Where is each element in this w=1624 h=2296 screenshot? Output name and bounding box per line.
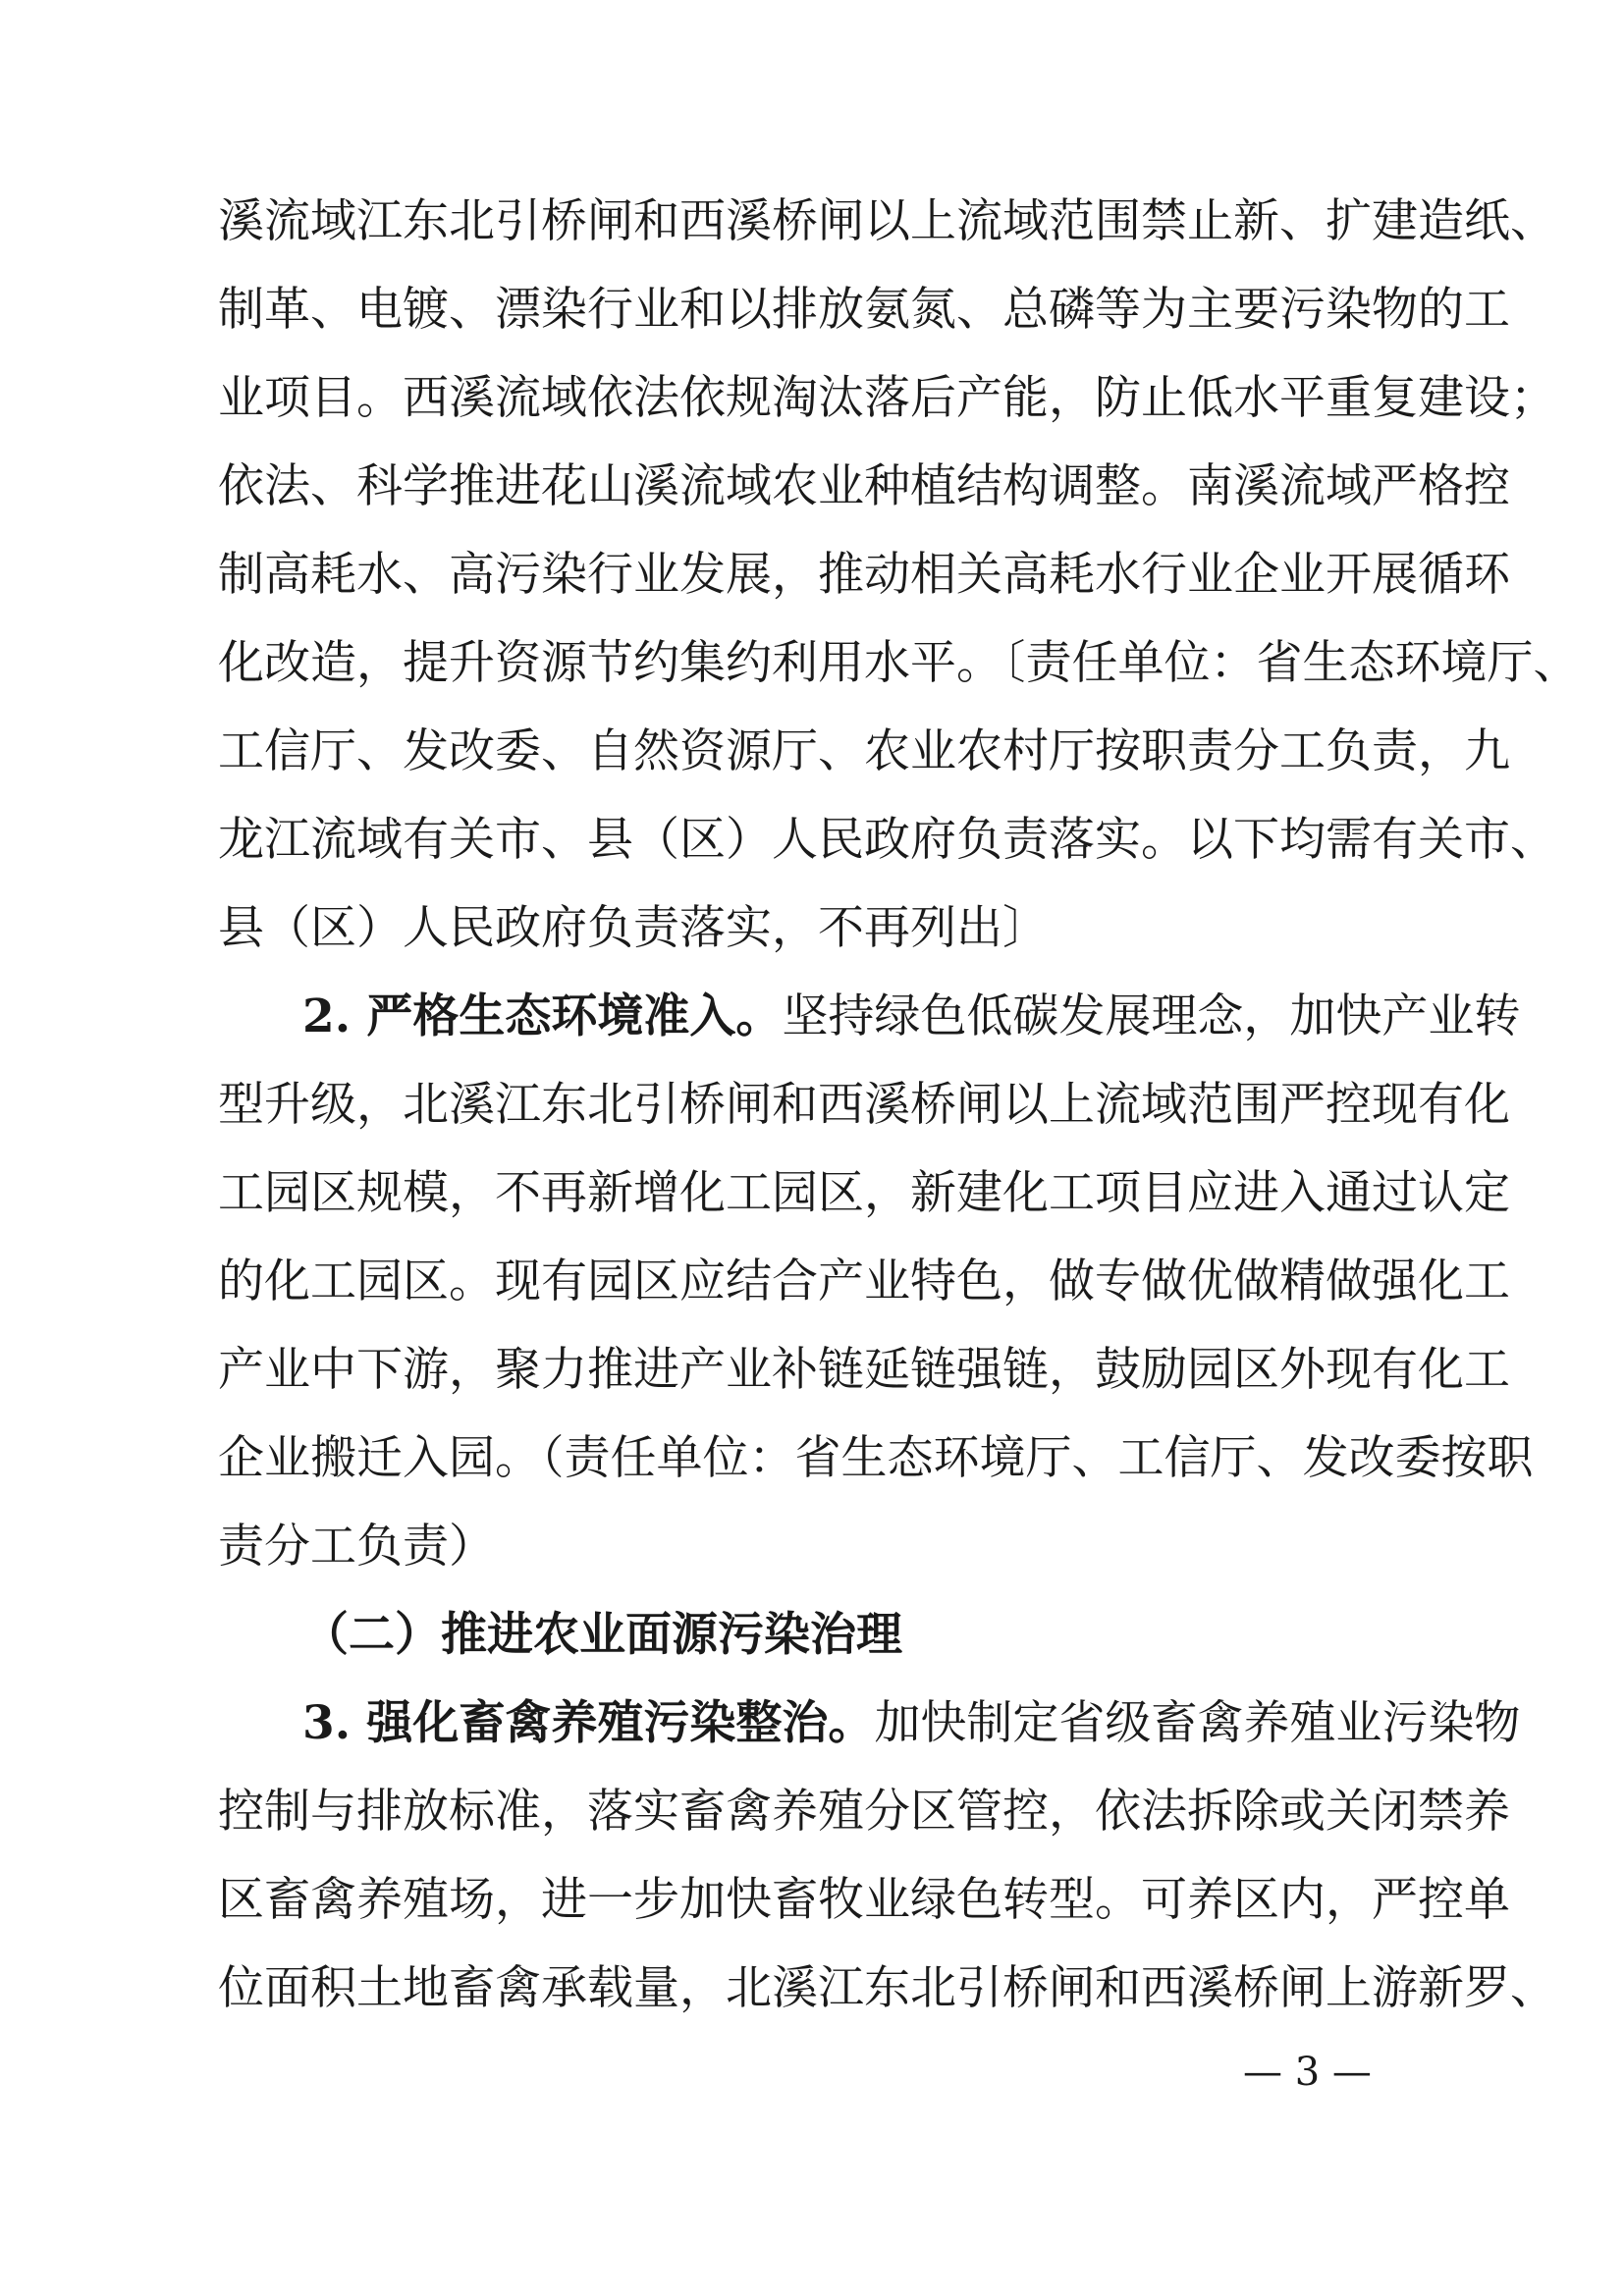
- text-line: 的化工园区。现有园区应结合产业特色，做专做优做精做强化工: [218, 1255, 1510, 1308]
- text-line: 依法、科学推进花山溪流域农业种植结构调整。南溪流域严格控: [218, 459, 1510, 513]
- text-line: 企业搬迁入园。（责任单位：省生态环境厅、工信厅、发改委按职: [218, 1431, 1534, 1485]
- text-line: 型升级，北溪江东北引桥闸和西溪桥闸以上流域范围严控现有化: [218, 1078, 1510, 1132]
- text-line: 龙江流域有关市、县（区）人民政府负责落实。以下均需有关市、: [218, 813, 1556, 867]
- item-3-first-line-text: 加快制定省级畜禽养殖业污染物: [874, 1696, 1521, 1750]
- text-line: 工园区规模，不再新增化工园区，新建化工项目应进入通过认定: [218, 1166, 1510, 1220]
- text-line: 区畜禽养殖场，进一步加快畜牧业绿色转型。可养区内，严控单: [218, 1873, 1510, 1927]
- text-line: 制高耗水、高污染行业发展，推动相关高耗水行业企业开展循环: [218, 548, 1510, 602]
- text-line: 业项目。西溪流域依法依规淘汰落后产能，防止低水平重复建设；: [218, 371, 1556, 425]
- item-2-first-line-text: 坚持绿色低碳发展理念，加快产业转: [782, 989, 1521, 1043]
- item-3-title: 3. 强化畜禽养殖污染整治。: [302, 1696, 875, 1750]
- page-number: — 3 —: [1243, 2050, 1372, 2095]
- text-line: 位面积土地畜禽承载量，北溪江东北引桥闸和西溪桥闸上游新罗、: [218, 1961, 1556, 2015]
- item-2-title: 2. 严格生态环境准入。: [302, 989, 783, 1043]
- section-heading: （二）推进农业面源污染治理: [302, 1608, 902, 1662]
- text-line: 溪流域江东北引桥闸和西溪桥闸以上流域范围禁止新、扩建造纸、: [218, 194, 1556, 248]
- text-line: 产业中下游，聚力推进产业补链延链强链，鼓励园区外现有化工: [218, 1343, 1510, 1397]
- text-line: 控制与排放标准，落实畜禽养殖分区管控，依法拆除或关闭禁养: [218, 1785, 1510, 1839]
- text-line: 责分工负责）: [218, 1520, 495, 1574]
- text-line: 工信厅、发改委、自然资源厅、农业农村厅按职责分工负责，九: [218, 724, 1510, 778]
- text-line: 制革、电镀、漂染行业和以排放氨氮、总磷等为主要污染物的工: [218, 283, 1510, 337]
- text-line: 化改造，提升资源节约集约利用水平。〔责任单位：省生态环境厅、: [218, 636, 1580, 690]
- text-line: 县（区）人民政府负责落实，不再列出〕: [218, 901, 1049, 955]
- item-2-first-line: [302, 988, 1521, 1046]
- item-3-first-line: [302, 1694, 1521, 1753]
